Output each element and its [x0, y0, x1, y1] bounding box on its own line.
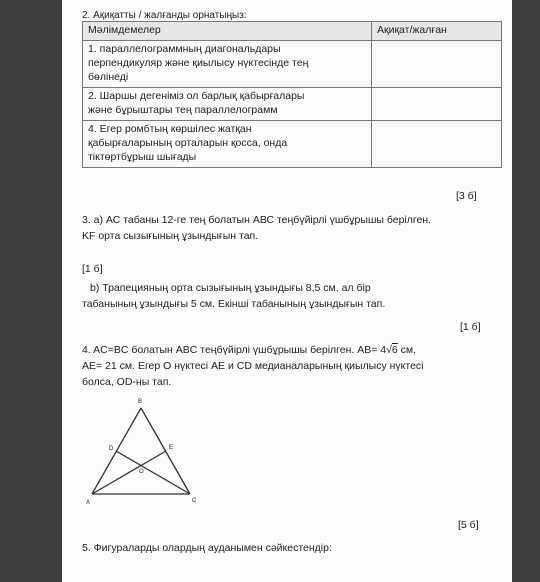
label-d: D — [109, 446, 114, 452]
true-false-table — [82, 21, 502, 168]
worksheet-page — [62, 0, 512, 582]
statement-line: бөлінеді — [88, 71, 129, 83]
label-b: B — [138, 399, 143, 405]
task5-line: 5. Фигураларды олардың ауданымен сәйкестендір: — [82, 542, 332, 554]
task4-score: [5 б] — [458, 519, 479, 531]
task3b-score: [1 б] — [460, 321, 481, 333]
statement-line: және бұрыштары тең параллелограмм — [88, 104, 278, 116]
task3b-line-1: b) Трапецияның орта сызығының ұзындығы 8,5 см, ал бір — [90, 282, 371, 294]
task4-line-2: AE= 21 см. Егер O нүктесі AE и CD медианаларының қиылысу нүктесі — [82, 360, 424, 372]
task4-line-1 — [82, 343, 416, 358]
table-row — [83, 121, 502, 168]
answer-cell[interactable] — [372, 41, 502, 88]
median-cd — [116, 451, 190, 494]
median-ae — [92, 451, 166, 494]
triangle-figure — [84, 394, 234, 514]
label-o: O — [139, 469, 144, 475]
task4-line-1-suffix: см, — [397, 344, 417, 356]
statement-cell — [83, 41, 372, 88]
statement-line: 2. Шаршы дегеніміз ол барлық қабырғалары — [88, 90, 305, 102]
statement-line: перпендикуляр және қиылысу нүктесінде тең — [88, 57, 309, 69]
label-a: A — [86, 500, 91, 506]
table-header-row — [83, 22, 502, 41]
task3a-line-2: KF орта сызығының ұзындығын тап. — [82, 230, 259, 242]
sqrt-radicand: 6 — [391, 344, 398, 356]
column-header-true-false: Ақиқат/жалған — [372, 22, 502, 41]
table-row — [83, 88, 502, 121]
task3a-score: [1 б] — [82, 263, 103, 275]
task2-heading: 2. Ақиқатты / жалғанды орнатыңыз: — [82, 10, 247, 21]
statement-cell — [83, 88, 372, 121]
task4-line-3: болса, OD-ны тап. — [82, 376, 172, 388]
task3b-line-2: табанының ұзындығы 5 см. Екінші табанының ұзындығын тап. — [82, 298, 386, 310]
column-header-statements: Мәлімдемелер — [83, 22, 372, 41]
task3a-line-1: 3. a) АС табаны 12-ге тең болатын АВС теңбүйірлі үшбұрышы берілген. — [82, 214, 432, 226]
label-e: E — [169, 445, 174, 451]
answer-cell[interactable] — [372, 88, 502, 121]
statement-cell — [83, 121, 372, 168]
statement-line: 4. Егер ромбтың көршілес жатқан — [88, 123, 252, 135]
answer-cell[interactable] — [372, 121, 502, 168]
statement-line: қабырғаларының орталарын қосса, онда — [88, 137, 288, 149]
sqrt-symbol: √ — [386, 344, 392, 356]
statement-line: 1. параллелограммның диагональдары — [88, 43, 281, 55]
task2-score: [3 б] — [456, 190, 477, 202]
table-row — [83, 41, 502, 88]
statement-line: тіктөртбұрыш шығады — [88, 151, 197, 163]
label-c: C — [192, 498, 197, 504]
task4-line-1-prefix: 4. AC=BC болатын ABC теңбүйірлі үшбұрышы берілген. AB= 4 — [82, 344, 387, 356]
